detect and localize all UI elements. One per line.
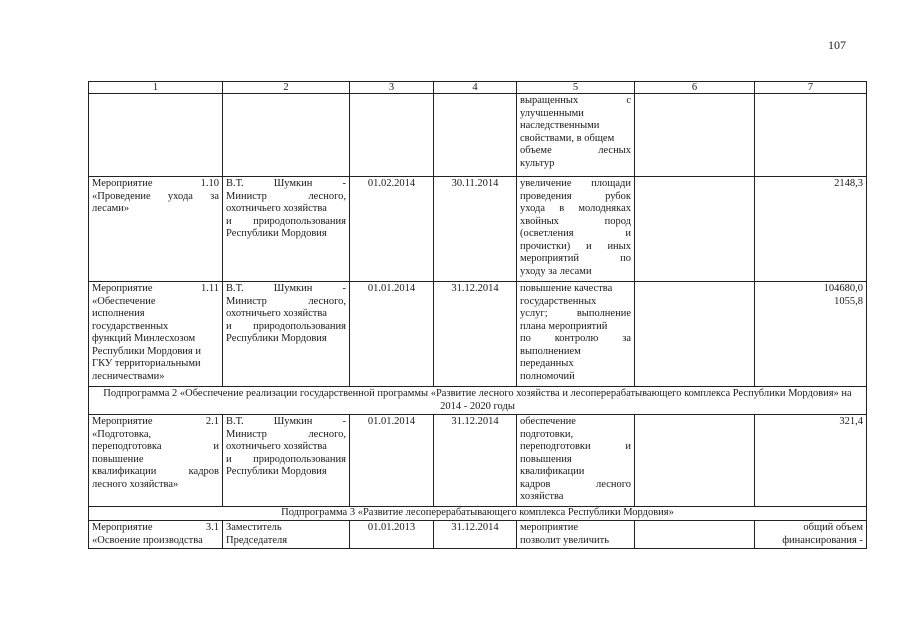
notes-cell <box>635 521 755 549</box>
funding-cell: 104680,0 1055,8 <box>755 282 867 387</box>
activities-table <box>88 81 867 549</box>
activity-cell: Мероприятие 1.11 «Обеспечение исполнения государственных функций Минлесхозом Республики Мордовия и ГКУ территориальными лесничествами» <box>89 282 223 387</box>
result-cell: обеспечение подготовки, переподготовки и повышения квалификации кадров лесного хозяйства <box>517 415 635 507</box>
subprogram-row <box>89 507 867 521</box>
start-date-cell: 01.01.2013 <box>350 521 434 549</box>
activity-cell <box>89 94 223 177</box>
column-header: 4 <box>434 82 517 94</box>
end-date-cell: 30.11.2014 <box>434 177 517 282</box>
activity-cell: Мероприятие 3.1 «Освоение производства <box>89 521 223 549</box>
column-header: 2 <box>223 82 350 94</box>
notes-cell <box>635 282 755 387</box>
table-row <box>89 282 867 387</box>
funding-cell: 321,4 <box>755 415 867 507</box>
table-row <box>89 415 867 507</box>
responsible-cell: Заместитель Председателя <box>223 521 350 549</box>
start-date-cell <box>350 94 434 177</box>
funding-cell: 2148,3 <box>755 177 867 282</box>
responsible-cell: В.Т. Шумкин - Министр лесного, охотничьего хозяйства и природопользования Республики Мордовия <box>223 177 350 282</box>
result-cell: увеличение площади проведения рубок ухода в молодняках хвойных пород (осветления и прочистки) и иных мероприятий по уходу за лесами <box>517 177 635 282</box>
subprogram-row <box>89 387 867 415</box>
column-header: 6 <box>635 82 755 94</box>
responsible-cell <box>223 94 350 177</box>
table-row <box>89 94 867 177</box>
result-cell: повышение качества государственных услуг; выполнение плана мероприятий по контролю за выполнением переданных полномочий <box>517 282 635 387</box>
responsible-cell: В.Т. Шумкин - Министр лесного, охотничьего хозяйства и природопользования Республики Мордовия <box>223 415 350 507</box>
column-header: 7 <box>755 82 867 94</box>
end-date-cell: 31.12.2014 <box>434 282 517 387</box>
column-header: 5 <box>517 82 635 94</box>
responsible-cell: В.Т. Шумкин - Министр лесного, охотничьего хозяйства и природопользования Республики Мордовия <box>223 282 350 387</box>
result-cell: мероприятие позволит увеличить <box>517 521 635 549</box>
funding-cell: общий объем финансирования - <box>755 521 867 549</box>
end-date-cell <box>434 94 517 177</box>
funding-cell <box>755 94 867 177</box>
notes-cell <box>635 415 755 507</box>
activity-cell: Мероприятие 2.1 «Подготовка, переподготовка и повышение квалификации кадров лесного хозяйства» <box>89 415 223 507</box>
column-header: 3 <box>350 82 434 94</box>
start-date-cell: 01.01.2014 <box>350 415 434 507</box>
end-date-cell: 31.12.2014 <box>434 521 517 549</box>
end-date-cell: 31.12.2014 <box>434 415 517 507</box>
table-row <box>89 521 867 549</box>
start-date-cell: 01.01.2014 <box>350 282 434 387</box>
notes-cell <box>635 94 755 177</box>
activity-cell: Мероприятие 1.10 «Проведение ухода за лесами» <box>89 177 223 282</box>
result-cell: выращенных с улучшенными наследственными свойствами, в общем объеме лесных культур <box>517 94 635 177</box>
page-number: 107 <box>828 38 846 52</box>
column-header: 1 <box>89 82 223 94</box>
notes-cell <box>635 177 755 282</box>
start-date-cell: 01.02.2014 <box>350 177 434 282</box>
table-header-row <box>89 82 867 94</box>
table-row <box>89 177 867 282</box>
subprogram-2-title: Подпрограмма 2 «Обеспечение реализации государственной программы «Развитие лесного хозяйства и лесоперерабатывающего комплекса Республики Мордовия» на 2014 - 2020 годы <box>89 387 867 415</box>
subprogram-3-title: Подпрограмма 3 «Развитие лесоперерабатывающего комплекса Республики Мордовия» <box>89 507 867 521</box>
